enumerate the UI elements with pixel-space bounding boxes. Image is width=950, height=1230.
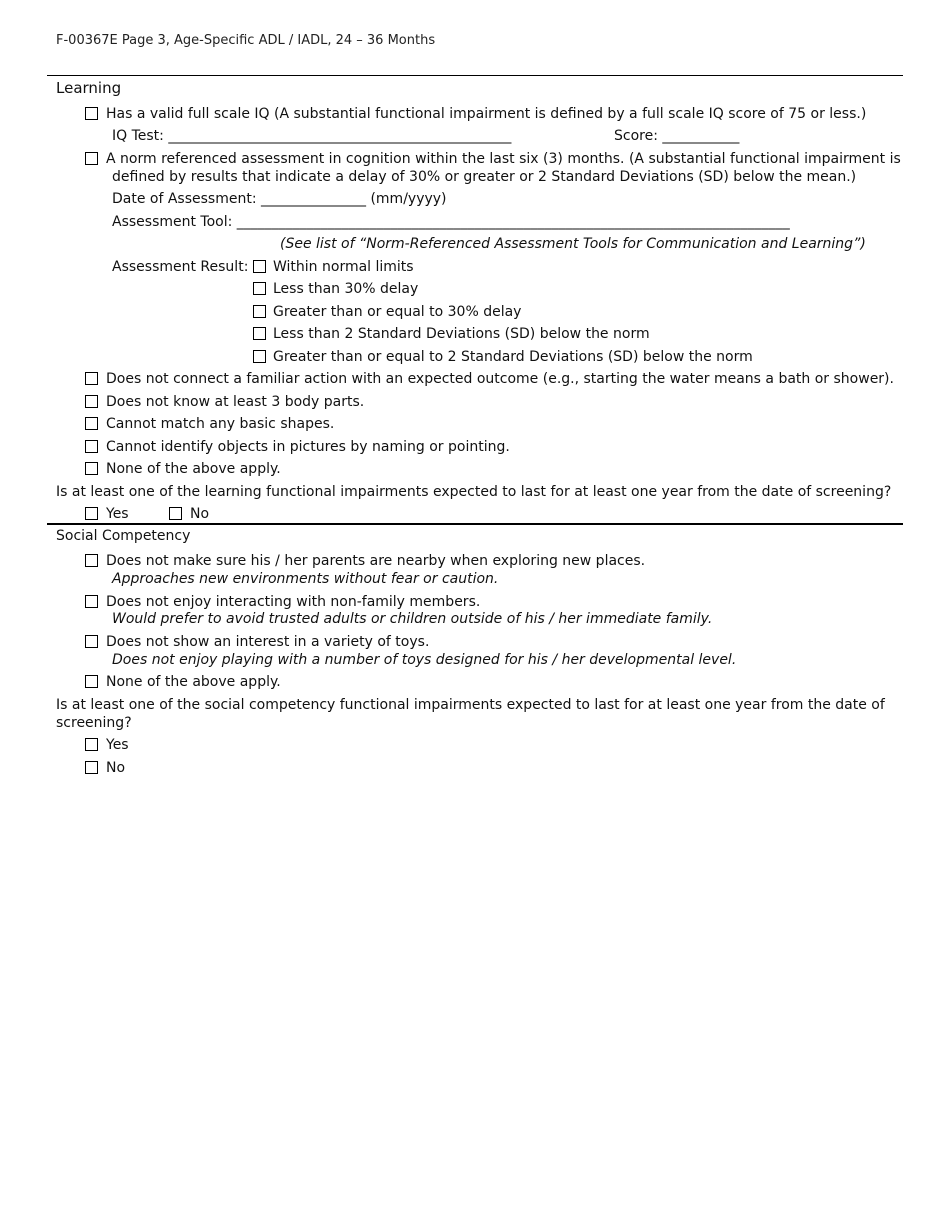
social-no-checkbox[interactable] [85, 761, 98, 774]
divider-top [47, 75, 903, 76]
learning-item-checkbox[interactable] [85, 417, 98, 430]
social-duration-question-line2: screening? [56, 715, 132, 731]
divider-social [47, 523, 903, 525]
result-option-text: Greater than or equal to 2 Standard Deviations (SD) below the norm [273, 349, 753, 365]
learning-yes-label: Yes [106, 506, 129, 522]
learning-no-checkbox[interactable] [169, 507, 182, 520]
social-item-text: Does not make sure his / her parents are nearby when exploring new places. [106, 553, 646, 569]
learning-item-text: Cannot match any basic shapes. [106, 416, 335, 432]
social-duration-question-line1: Is at least one of the social competency functional impairments expected to last for at least one year from the date of [56, 697, 885, 713]
result-option-text: Within normal limits [273, 259, 414, 275]
learning-item-checkbox[interactable] [85, 395, 98, 408]
social-item-note: Approaches new environments without fear or caution. [112, 571, 499, 587]
social-yes-label: Yes [106, 737, 129, 753]
form-header: F-00367E Page 3, Age-Specific ADL / IADL, 24 – 36 Months [56, 33, 436, 48]
learning-yes-checkbox[interactable] [85, 507, 98, 520]
social-item-checkbox[interactable] [85, 635, 98, 648]
social-title: Social Competency [56, 528, 191, 544]
result-option-text: Less than 2 Standard Deviations (SD) below the norm [273, 326, 650, 342]
result-less-2sd-checkbox[interactable] [253, 327, 266, 340]
learning-no-label: No [190, 506, 210, 522]
iq-score-field[interactable]: Score: ___________ [614, 128, 740, 144]
social-yes-checkbox[interactable] [85, 738, 98, 751]
norm-assessment-text-line2: defined by results that indicate a delay of 30% or greater or 2 Standard Deviations (SD) below the mean.) [112, 169, 857, 185]
assessment-date-field[interactable]: Date of Assessment: _______________ (mm/yyyy) [112, 191, 447, 207]
iq-checkbox[interactable] [85, 107, 98, 120]
result-gte-2sd-checkbox[interactable] [253, 350, 266, 363]
social-none-checkbox[interactable] [85, 675, 98, 688]
learning-duration-question: Is at least one of the learning functional impairments expected to last for at least one year from the date of screening? [56, 484, 892, 500]
assessment-tool-field[interactable]: Assessment Tool: _______________________________________________________________________________ [112, 214, 790, 230]
learning-title: Learning [56, 79, 122, 97]
social-none-text: None of the above apply. [106, 674, 281, 690]
assessment-result-label: Assessment Result: [112, 259, 249, 275]
learning-none-checkbox[interactable] [85, 462, 98, 475]
learning-none-text: None of the above apply. [106, 461, 281, 477]
assessment-tool-note: (See list of “Norm-Referenced Assessment Tools for Communication and Learning”) [280, 236, 866, 252]
result-option-text: Greater than or equal to 30% delay [273, 304, 522, 320]
learning-item-checkbox[interactable] [85, 372, 98, 385]
social-item-note: Does not enjoy playing with a number of toys designed for his / her developmental level. [112, 652, 737, 668]
result-gte-30-checkbox[interactable] [253, 305, 266, 318]
learning-item-text: Cannot identify objects in pictures by naming or pointing. [106, 439, 510, 455]
social-no-label: No [106, 760, 126, 776]
learning-item-text: Does not connect a familiar action with an expected outcome (e.g., starting the water means a bath or shower). [106, 371, 894, 387]
social-item-note: Would prefer to avoid trusted adults or children outside of his / her immediate family. [112, 611, 713, 627]
norm-assessment-checkbox[interactable] [85, 152, 98, 165]
social-item-checkbox[interactable] [85, 554, 98, 567]
learning-item-checkbox[interactable] [85, 440, 98, 453]
iq-item-text: Has a valid full scale IQ (A substantial functional impairment is defined by a full scale IQ score of 75 or less.) [106, 106, 867, 122]
result-option-text: Less than 30% delay [273, 281, 419, 297]
social-item-text: Does not show an interest in a variety of toys. [106, 634, 430, 650]
result-less-30-checkbox[interactable] [253, 282, 266, 295]
social-item-checkbox[interactable] [85, 595, 98, 608]
learning-item-text: Does not know at least 3 body parts. [106, 394, 365, 410]
norm-assessment-text-line1: A norm referenced assessment in cognition within the last six (3) months. (A substantial functional impairment is [106, 151, 901, 167]
result-within-normal-checkbox[interactable] [253, 260, 266, 273]
social-item-text: Does not enjoy interacting with non-family members. [106, 594, 481, 610]
iq-test-field[interactable]: IQ Test: _________________________________________________ [112, 128, 512, 144]
